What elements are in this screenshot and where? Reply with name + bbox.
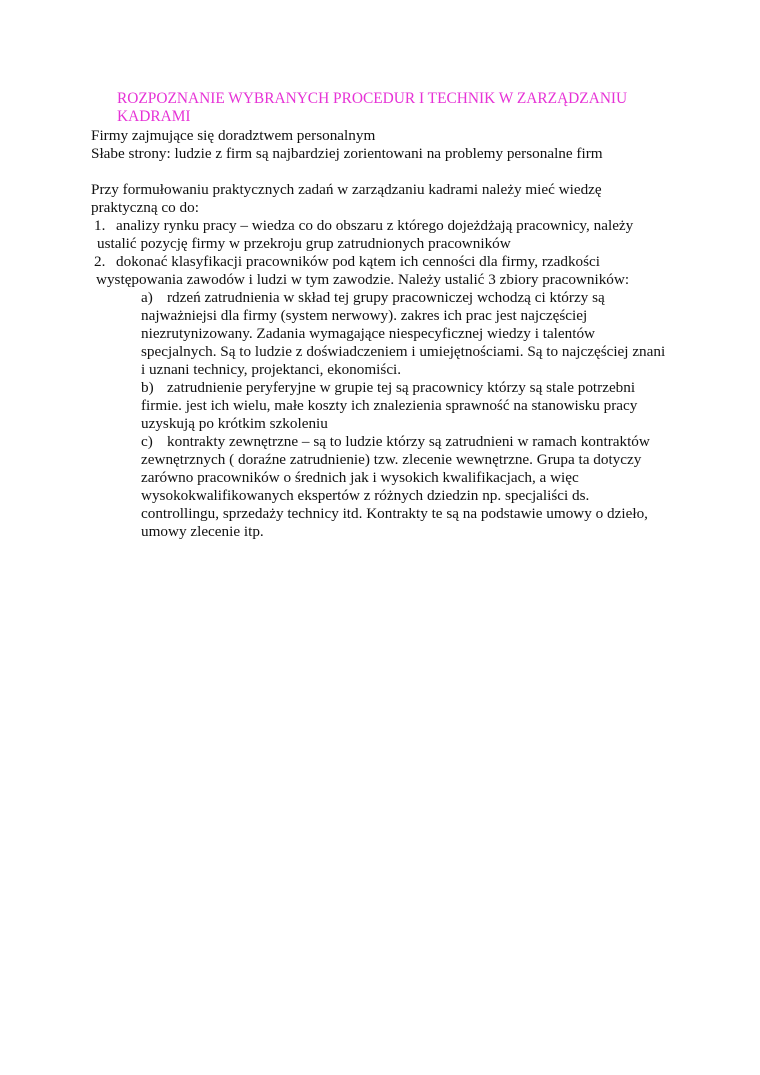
paragraph-line-2: praktyczną co do: (91, 199, 199, 216)
title-line-2: KADRAMI (117, 108, 191, 125)
paragraph-line-1: Przy formułowaniu praktycznych zadań w zarządzaniu kadrami należy mieć wiedzę (91, 181, 602, 198)
sub-letter-b: b) (141, 379, 154, 396)
sub-c-line-3: zarówno pracowników o średnich jak i wysokich kwalifikacjach, a więc (141, 469, 579, 486)
paragraph-block (91, 181, 602, 217)
sub-c-line-4: wysokokwalifikowanych ekspertów z różnych dziedzin np. specjaliści ds. (141, 487, 590, 504)
sub-item-c (141, 433, 665, 541)
title-line-1: ROZPOZNANIE WYBRANYCH PROCEDUR I TECHNIK W ZARZĄDZANIU (117, 90, 628, 107)
sub-a-line-4: specjalnych. Są to ludzie z doświadczeniem i umiejętnościami. Są to najczęściej znani (141, 343, 666, 360)
sub-c-line-1: kontrakty zewnętrzne – są to ludzie którzy są zatrudnieni w ramach kontraktów (167, 433, 650, 450)
intro-block (91, 127, 603, 163)
sub-a-line-5: i uznani technicy, projektanci, ekonomiści. (141, 361, 402, 378)
sub-c-line-5: controllingu, sprzedaży technicy itd. Kontrakty te są na podstawie umowy o dzieło, (141, 505, 648, 522)
sub-c-line-6: umowy zlecenie itp. (141, 523, 264, 540)
list-item-2-line-2: występowania zawodów i ludzi w tym zawodzie. Należy ustalić 3 zbiory pracowników: (96, 271, 630, 288)
list-item-1 (94, 217, 633, 253)
sub-a-line-1: rdzeń zatrudnienia w skład tej grupy pracowniczej wchodzą ci którzy są (167, 289, 605, 306)
list-number-2: 2. (94, 253, 106, 270)
list-number-1: 1. (94, 217, 106, 234)
sub-c-line-2: zewnętrznych ( doraźne zatrudnienie) tzw. zlecenie wewnętrzne. Grupa ta dotyczy (141, 451, 642, 468)
sub-a-line-2: najważniejsi dla firmy (system nerwowy). zakres ich prac jest najczęściej (141, 307, 588, 324)
list-item-2-line-1: dokonać klasyfikacji pracowników pod kątem ich cenności dla firmy, rzadkości (116, 253, 601, 270)
list-item-1-line-1: analizy rynku pracy – wiedza co do obszaru z którego dojeżdżają pracownicy, należy (116, 217, 634, 234)
intro-line-1: Firmy zajmujące się doradztwem personalnym (91, 127, 376, 144)
numbered-list (94, 217, 633, 289)
sub-b-line-1: zatrudnienie peryferyjne w grupie tej są pracownicy którzy są stale potrzebni (167, 379, 636, 396)
document-title (117, 90, 637, 126)
sub-b-line-2: firmie. jest ich wielu, małe koszty ich znalezienia sprawność na stanowisku pracy (141, 397, 638, 414)
sub-b-line-3: uzyskują po krótkim szkoleniu (141, 415, 328, 432)
sub-item-a (141, 289, 665, 379)
sub-item-b (141, 379, 665, 433)
list-item-1-line-2: ustalić pozycję firmy w przekroju grup zatrudnionych pracowników (97, 235, 511, 252)
sub-list (141, 289, 665, 541)
sub-letter-c: c) (141, 433, 153, 450)
intro-line-2: Słabe strony: ludzie z firm są najbardziej zorientowani na problemy personalne firm (91, 145, 603, 162)
sub-a-line-3: niezrutynizowany. Zadania wymagające niespecyficznej wiedzy i talentów (141, 325, 596, 342)
list-item-2 (94, 253, 633, 289)
sub-letter-a: a) (141, 289, 153, 306)
